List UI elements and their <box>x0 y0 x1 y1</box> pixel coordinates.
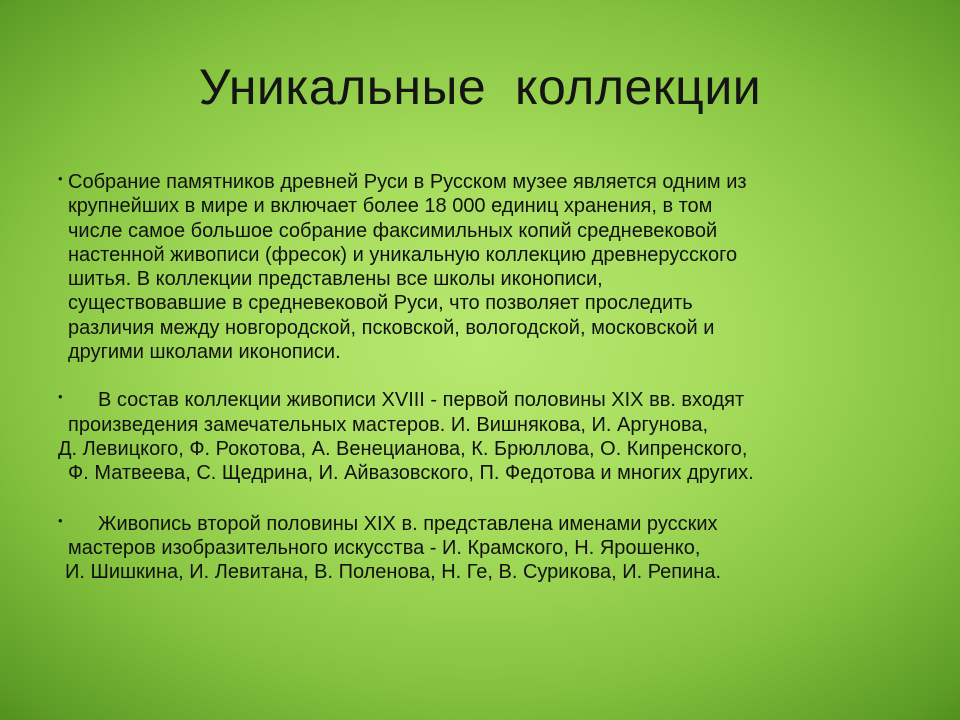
text-line: крупнейших в мире и включает более 18 000 единиц хранения, в том <box>68 195 713 218</box>
text-line: существовавшие в средневековой Руси, что позволяет проследить <box>68 292 693 315</box>
bullet-icon: • <box>58 171 63 186</box>
text-line: Собрание памятников древней Руси в Русском музее является одним из <box>68 171 747 193</box>
text-line: шитья. В коллекции представлены все школы иконописи, <box>68 268 603 291</box>
paragraph-late-19th-painting <box>58 512 908 585</box>
text-line: мастеров изобразительного искусства - И. Крамского, Н. Ярошенко, <box>68 536 701 559</box>
paragraph-ancient-rus <box>58 170 908 364</box>
slide-content <box>58 170 908 584</box>
text-line: произведения замечательных мастеров. И. Вишнякова, И. Аргунова, <box>68 413 709 436</box>
bullet-icon: • <box>58 389 63 405</box>
bullet-icon: • <box>58 512 63 528</box>
slide-title: Уникальные коллекции <box>198 59 762 115</box>
text-line: Д. Левицкого, Ф. Рокотова, А. Венецианова, К. Брюллова, О. Кипренского, <box>58 437 748 460</box>
text-line: Живопись второй половины XIX в. представлена именами русских <box>98 512 718 535</box>
text-line: И. Шишкина, И. Левитана, В. Поленова, Н. Ге, В. Сурикова, И. Репина. <box>65 561 722 584</box>
text-line: различия между новгородской, псковской, вологодской, московской и <box>68 316 715 339</box>
text-line: числе самое большое собрание факсимильных копий средневековой <box>68 219 718 242</box>
text-line: настенной живописи (фресок) и уникальную коллекцию древнерусского <box>68 243 738 266</box>
paragraph-18th-19th-painting <box>58 388 908 485</box>
text-line: В состав коллекции живописи XVIII - первой половины XIX вв. входят <box>98 389 745 412</box>
text-line: Ф. Матвеева, С. Щедрина, И. Айвазовского, П. Федотова и многих других. <box>68 462 754 485</box>
text-line: другими школами иконописи. <box>68 341 341 364</box>
